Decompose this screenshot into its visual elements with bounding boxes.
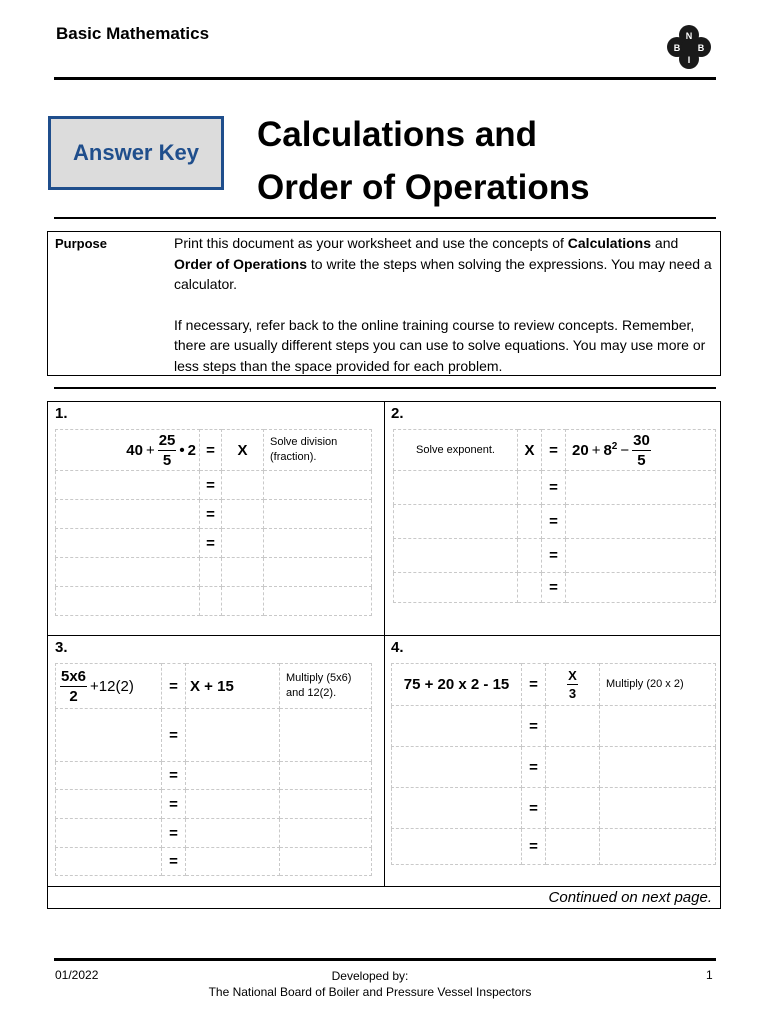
problem-2-note: Solve exponent. [394, 430, 518, 471]
problem-1-step-cell[interactable] [264, 558, 372, 587]
problem-4-number: 4. [391, 639, 404, 656]
continued-note: Continued on next page. [548, 889, 712, 906]
problem-1-step-cell[interactable] [56, 558, 200, 587]
problem-3-step-cell[interactable] [56, 848, 162, 876]
problem-3-note: Multiply (5x6) and 12(2). [280, 664, 372, 709]
problem-3-equals: = [162, 664, 186, 709]
problem-2-step-cell[interactable] [394, 505, 518, 539]
problem-2-equals: = [542, 573, 566, 603]
problem-3-step-cell[interactable] [56, 819, 162, 848]
problem-1-expression: 40 + $\frac{25}{5}$ • 2 [56, 430, 200, 471]
problem-3-number: 3. [55, 639, 68, 656]
problem-3-step-cell[interactable] [186, 762, 280, 790]
problem-2-step-cell[interactable] [518, 471, 542, 505]
problem-2-step-cell[interactable] [394, 539, 518, 573]
problems-grid [47, 401, 721, 909]
problem-4-step-cell[interactable] [546, 706, 600, 747]
problem-2-step-cell[interactable] [518, 539, 542, 573]
problem-1-step-cell[interactable] [56, 587, 200, 616]
problem-4-equals: = [522, 788, 546, 829]
problem-3-expression: $\frac{5x6}{2}$ +12(2) [56, 664, 162, 709]
grid-row-divider [48, 635, 720, 636]
problem-1-step-cell[interactable] [264, 529, 372, 558]
problem-1-step-cell[interactable] [222, 587, 264, 616]
problem-3-equals: = [162, 709, 186, 762]
footer-organization: The National Board of Boiler and Pressure Vessel Inspectors [208, 985, 532, 999]
problem-3-equals: = [162, 762, 186, 790]
purpose-paragraph-2: If necessary, refer back to the online training course to review concepts. Remember, there are usually different steps you can use to solve equations. You may use more or less steps than the space provided for each problem. [174, 316, 706, 374]
page-title [257, 108, 590, 214]
problem-4-expression: 75 + 20 x 2 - 15 [392, 664, 522, 706]
problem-3-step-cell[interactable] [280, 790, 372, 819]
problem-2-step-cell[interactable] [566, 505, 716, 539]
problem-4-step-cell[interactable] [546, 747, 600, 788]
document-header-title: Basic Mathematics [56, 24, 210, 43]
answer-key-box [48, 116, 224, 190]
problem-1-step-cell[interactable] [200, 587, 222, 616]
problem-2-step-cell[interactable] [394, 573, 518, 603]
problem-1-step-cell[interactable] [56, 529, 200, 558]
problem-1-step-cell[interactable] [56, 471, 200, 500]
problem-3-step-cell[interactable] [186, 819, 280, 848]
problem-4-step-cell[interactable] [392, 706, 522, 747]
problem-4-equals: = [522, 664, 546, 706]
problem-3-step-cell[interactable] [280, 819, 372, 848]
svg-text:I: I [687, 55, 691, 65]
purpose-box [47, 231, 721, 376]
problem-1-step-cell[interactable] [222, 529, 264, 558]
purpose-text [174, 233, 714, 377]
problem-3-step-cell[interactable] [56, 709, 162, 762]
problem-4-step-cell[interactable] [600, 829, 716, 865]
problem-1-step-cell[interactable] [264, 471, 372, 500]
nbbi-logo [664, 22, 714, 72]
problem-2-step-cell[interactable] [518, 505, 542, 539]
problem-1-step-cell[interactable] [264, 587, 372, 616]
problem-2-step-cell[interactable] [394, 471, 518, 505]
problem-4-equals: = [522, 747, 546, 788]
problem-4-rhs: $\frac{X}{3}$ [546, 664, 600, 706]
grid-footer-divider [48, 886, 720, 887]
footer-developer [170, 968, 570, 1000]
problem-4-note: Multiply (20 x 2) [600, 664, 716, 706]
problem-3-step-cell[interactable] [56, 762, 162, 790]
problem-3-step-cell[interactable] [56, 790, 162, 819]
problem-4-table [391, 663, 716, 865]
problem-4-step-cell[interactable] [600, 747, 716, 788]
problem-3-equals: = [162, 848, 186, 876]
problem-3-step-cell[interactable] [186, 848, 280, 876]
title-line-2: Order of Operations [257, 168, 590, 207]
problem-1-step-cell[interactable] [222, 558, 264, 587]
problem-4-step-cell[interactable] [392, 788, 522, 829]
problem-3-rhs: X + 15 [186, 664, 280, 709]
problem-1-table [55, 429, 372, 616]
problem-2-equals: = [542, 430, 566, 471]
problem-4-equals: = [522, 829, 546, 865]
problem-1-step-cell[interactable] [264, 500, 372, 529]
problem-4-step-cell[interactable] [546, 829, 600, 865]
problem-4-step-cell[interactable] [600, 788, 716, 829]
grid-vertical-divider [384, 402, 385, 886]
purpose-label: Purpose [55, 236, 108, 251]
svg-text:B: B [673, 43, 681, 53]
problem-3-equals: = [162, 819, 186, 848]
problem-3-equals: = [162, 790, 186, 819]
problem-3-step-cell[interactable] [186, 709, 280, 762]
problem-1-variable: X [222, 430, 264, 471]
header-rule [54, 77, 716, 80]
problem-3-step-cell[interactable] [280, 709, 372, 762]
problem-2-equals: = [542, 539, 566, 573]
problem-1-step-cell[interactable] [222, 471, 264, 500]
problem-2-variable: X [518, 430, 542, 471]
problem-1-step-cell[interactable] [56, 500, 200, 529]
problem-2-step-cell[interactable] [566, 539, 716, 573]
footer-date: 01/2022 [55, 968, 99, 982]
svg-text:B: B [697, 43, 705, 53]
title-line-1: Calculations and [257, 115, 538, 154]
problem-1-step-cell[interactable] [222, 500, 264, 529]
purpose-rule [54, 387, 716, 389]
problem-1-equals: = [200, 471, 222, 500]
problem-1-equals: = [200, 529, 222, 558]
problem-4-step-cell[interactable] [392, 747, 522, 788]
footer-developed-by: Developed by: [331, 969, 409, 983]
problem-2-equals: = [542, 471, 566, 505]
problem-1-equals: = [200, 430, 222, 471]
title-rule [54, 217, 716, 219]
problem-2-step-cell[interactable] [518, 573, 542, 603]
problem-2-equals: = [542, 505, 566, 539]
problem-4-step-cell[interactable] [600, 706, 716, 747]
answer-key-label: Answer Key [73, 140, 199, 165]
problem-4-equals: = [522, 706, 546, 747]
footer-rule [54, 958, 716, 961]
problem-4-step-cell[interactable] [392, 829, 522, 865]
problem-3-step-cell[interactable] [186, 790, 280, 819]
problem-2-table [393, 429, 716, 603]
problem-2-step-cell[interactable] [566, 471, 716, 505]
problem-2-step-cell[interactable] [566, 573, 716, 603]
problem-4-step-cell[interactable] [546, 788, 600, 829]
problem-1-number: 1. [55, 405, 68, 422]
footer-page-number: 1 [706, 968, 713, 982]
problem-1-step-cell[interactable] [200, 558, 222, 587]
problem-1-equals: = [200, 500, 222, 529]
problem-2-expression: 20 + $8^2$ − $\frac{30}{5}$ [566, 430, 716, 471]
problem-1-note: Solve division (fraction). [264, 430, 372, 471]
problem-3-table [55, 663, 372, 876]
problem-2-number: 2. [391, 405, 404, 422]
problem-3-step-cell[interactable] [280, 848, 372, 876]
problem-3-step-cell[interactable] [280, 762, 372, 790]
svg-text:N: N [685, 31, 693, 41]
purpose-paragraph-1: Print this document as your worksheet and use the concepts of Calculations and Order of Operations to write the steps when solving the expressions. You may need a calculator. [174, 235, 712, 293]
